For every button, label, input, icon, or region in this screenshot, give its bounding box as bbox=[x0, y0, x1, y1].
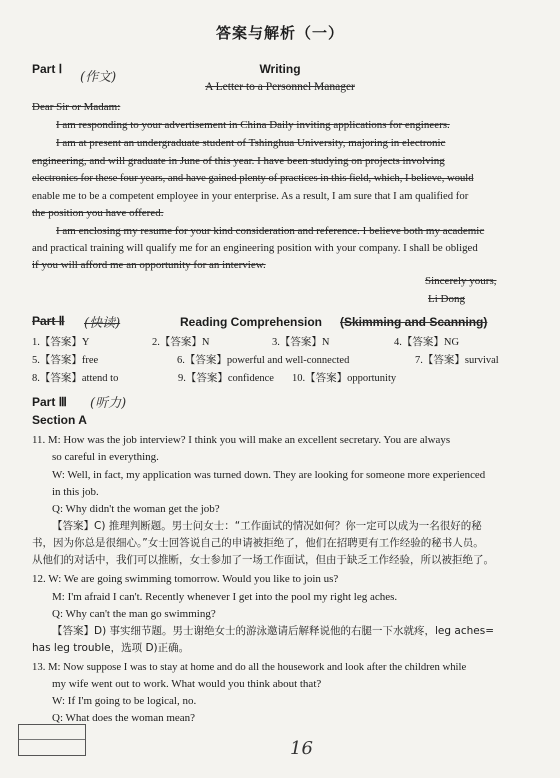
q11-woman-line1: W: Well, in fact, my application was turned down. They are looking for someone more experienced bbox=[52, 469, 486, 481]
score-box-divider bbox=[19, 739, 85, 740]
letter-signature: Li Dong bbox=[428, 293, 465, 305]
answer-1: 1.【答案】Y bbox=[32, 337, 90, 348]
q13-man-line2: my wife went out to work. What would you think about that? bbox=[52, 678, 322, 690]
part1-label: Part Ⅰ bbox=[32, 62, 63, 76]
answer-row-1 bbox=[32, 334, 532, 348]
part2-handnote: (快读) bbox=[84, 316, 121, 331]
answer-6: 6.【答案】powerful and well-connected bbox=[177, 355, 350, 366]
page-title: 答案与解析（一） bbox=[215, 24, 344, 42]
letter-p2-l5: the position you have offered. bbox=[32, 207, 164, 219]
q12-answer-line2: has leg trouble，选项 D)正确。 bbox=[32, 642, 190, 654]
letter-closing: Sincerely yours, bbox=[425, 275, 497, 287]
answer-3: 3.【答案】N bbox=[272, 337, 330, 348]
letter-p2-l4: enable me to be a competent employee in your enterprise. As a result, I am sure that I am qualified for bbox=[32, 190, 469, 202]
answer-8: 8.【答案】attend to bbox=[32, 373, 119, 384]
letter-p2-l1: I am at present an undergraduate student of Tshinghua University, majoring in electronic bbox=[56, 137, 446, 149]
answer-4: 4.【答案】NG bbox=[394, 337, 460, 348]
letter-subheading: A Letter to a Personnel Manager bbox=[205, 81, 355, 93]
part3-label: Part Ⅲ bbox=[32, 395, 67, 409]
q11-answer-line3: 从他们的对话中，我们可以推断，女士参加了一场工作面试，但由于缺乏工作经验，所以被拒绝了。 bbox=[32, 554, 494, 566]
q11-man-line2: so careful in everything. bbox=[52, 451, 159, 463]
letter-p3-l1: I am enclosing my resume for your kind consideration and reference. I believe both my academic bbox=[56, 225, 485, 237]
q11-woman-line2: in this job. bbox=[52, 486, 99, 498]
q12-man: M: I'm afraid I can't. Recently whenever I get into the pool my right leg aches. bbox=[52, 591, 398, 603]
answer-7: 7.【答案】survival bbox=[415, 355, 499, 366]
q11-answer-line2: 书，因为你总是很细心。”女士回答说自己的申请被拒绝了，他们在招聘更有工作经验的秘书人员。 bbox=[32, 537, 484, 549]
writing-heading: Writing bbox=[259, 62, 301, 76]
q12-question: Q: Why can't the man go swimming? bbox=[52, 608, 216, 620]
letter-p1: I am responding to your advertisement in China Daily inviting applications for engineers. bbox=[56, 119, 450, 131]
letter-p2-l3: electronics for these four years, and have gained plenty of practices in this field, which, I believe, would bbox=[32, 173, 474, 184]
part2-label: Part Ⅱ bbox=[32, 314, 65, 328]
answer-2: 2.【答案】N bbox=[152, 337, 210, 348]
reading-subheading: (Skimming and Scanning) bbox=[340, 315, 488, 329]
q11-answer-line1: 【答案】C) 推理判断题。男士问女士：“工作面试的情况如何？你一定可以成为一名很好的秘 bbox=[52, 520, 482, 532]
answer-row-2 bbox=[32, 352, 532, 366]
salutation: Dear Sir or Madam: bbox=[32, 101, 121, 113]
q12-woman: 12. W: We are going swimming tomorrow. Would you like to join us? bbox=[32, 573, 339, 585]
score-box bbox=[18, 724, 86, 756]
q12-answer-line1: 【答案】D) 事实细节题。男士谢绝女士的游泳邀请后解释说他的右腿一下水就疼，leg aches= bbox=[52, 625, 494, 637]
answer-10: 10.【答案】opportunity bbox=[292, 373, 397, 384]
page-number: 16 bbox=[290, 738, 313, 759]
answer-9: 9.【答案】confidence bbox=[178, 373, 274, 384]
q13-question: Q: What does the woman mean? bbox=[52, 712, 196, 724]
q11-question: Q: Why didn't the woman get the job? bbox=[52, 503, 220, 515]
letter-p2-l2: engineering, and will graduate in June of this year. I have been studying on projects involving bbox=[32, 155, 445, 167]
reading-heading: Reading Comprehension bbox=[180, 315, 323, 329]
q13-woman: W: If I'm going to be logical, no. bbox=[52, 695, 197, 707]
answer-5: 5.【答案】free bbox=[32, 355, 99, 366]
answer-row-3 bbox=[32, 370, 532, 384]
q13-man-line1: 13. M: Now suppose I was to stay at home and do all the housework and look after the children while bbox=[32, 661, 467, 673]
letter-p3-l2: and practical training will qualify me for an engineering position with your company. I shall be obliged bbox=[32, 242, 478, 254]
part3-handnote: (听力) bbox=[90, 396, 127, 411]
part1-handnote: (作文) bbox=[80, 70, 117, 85]
letter-p3-l3: if you will afford me an opportunity for an interview. bbox=[32, 259, 266, 271]
q11-man-line1: 11. M: How was the job interview? I think you will make an excellent secretary. You are always bbox=[32, 434, 451, 446]
section-a-heading: Section A bbox=[32, 413, 87, 427]
